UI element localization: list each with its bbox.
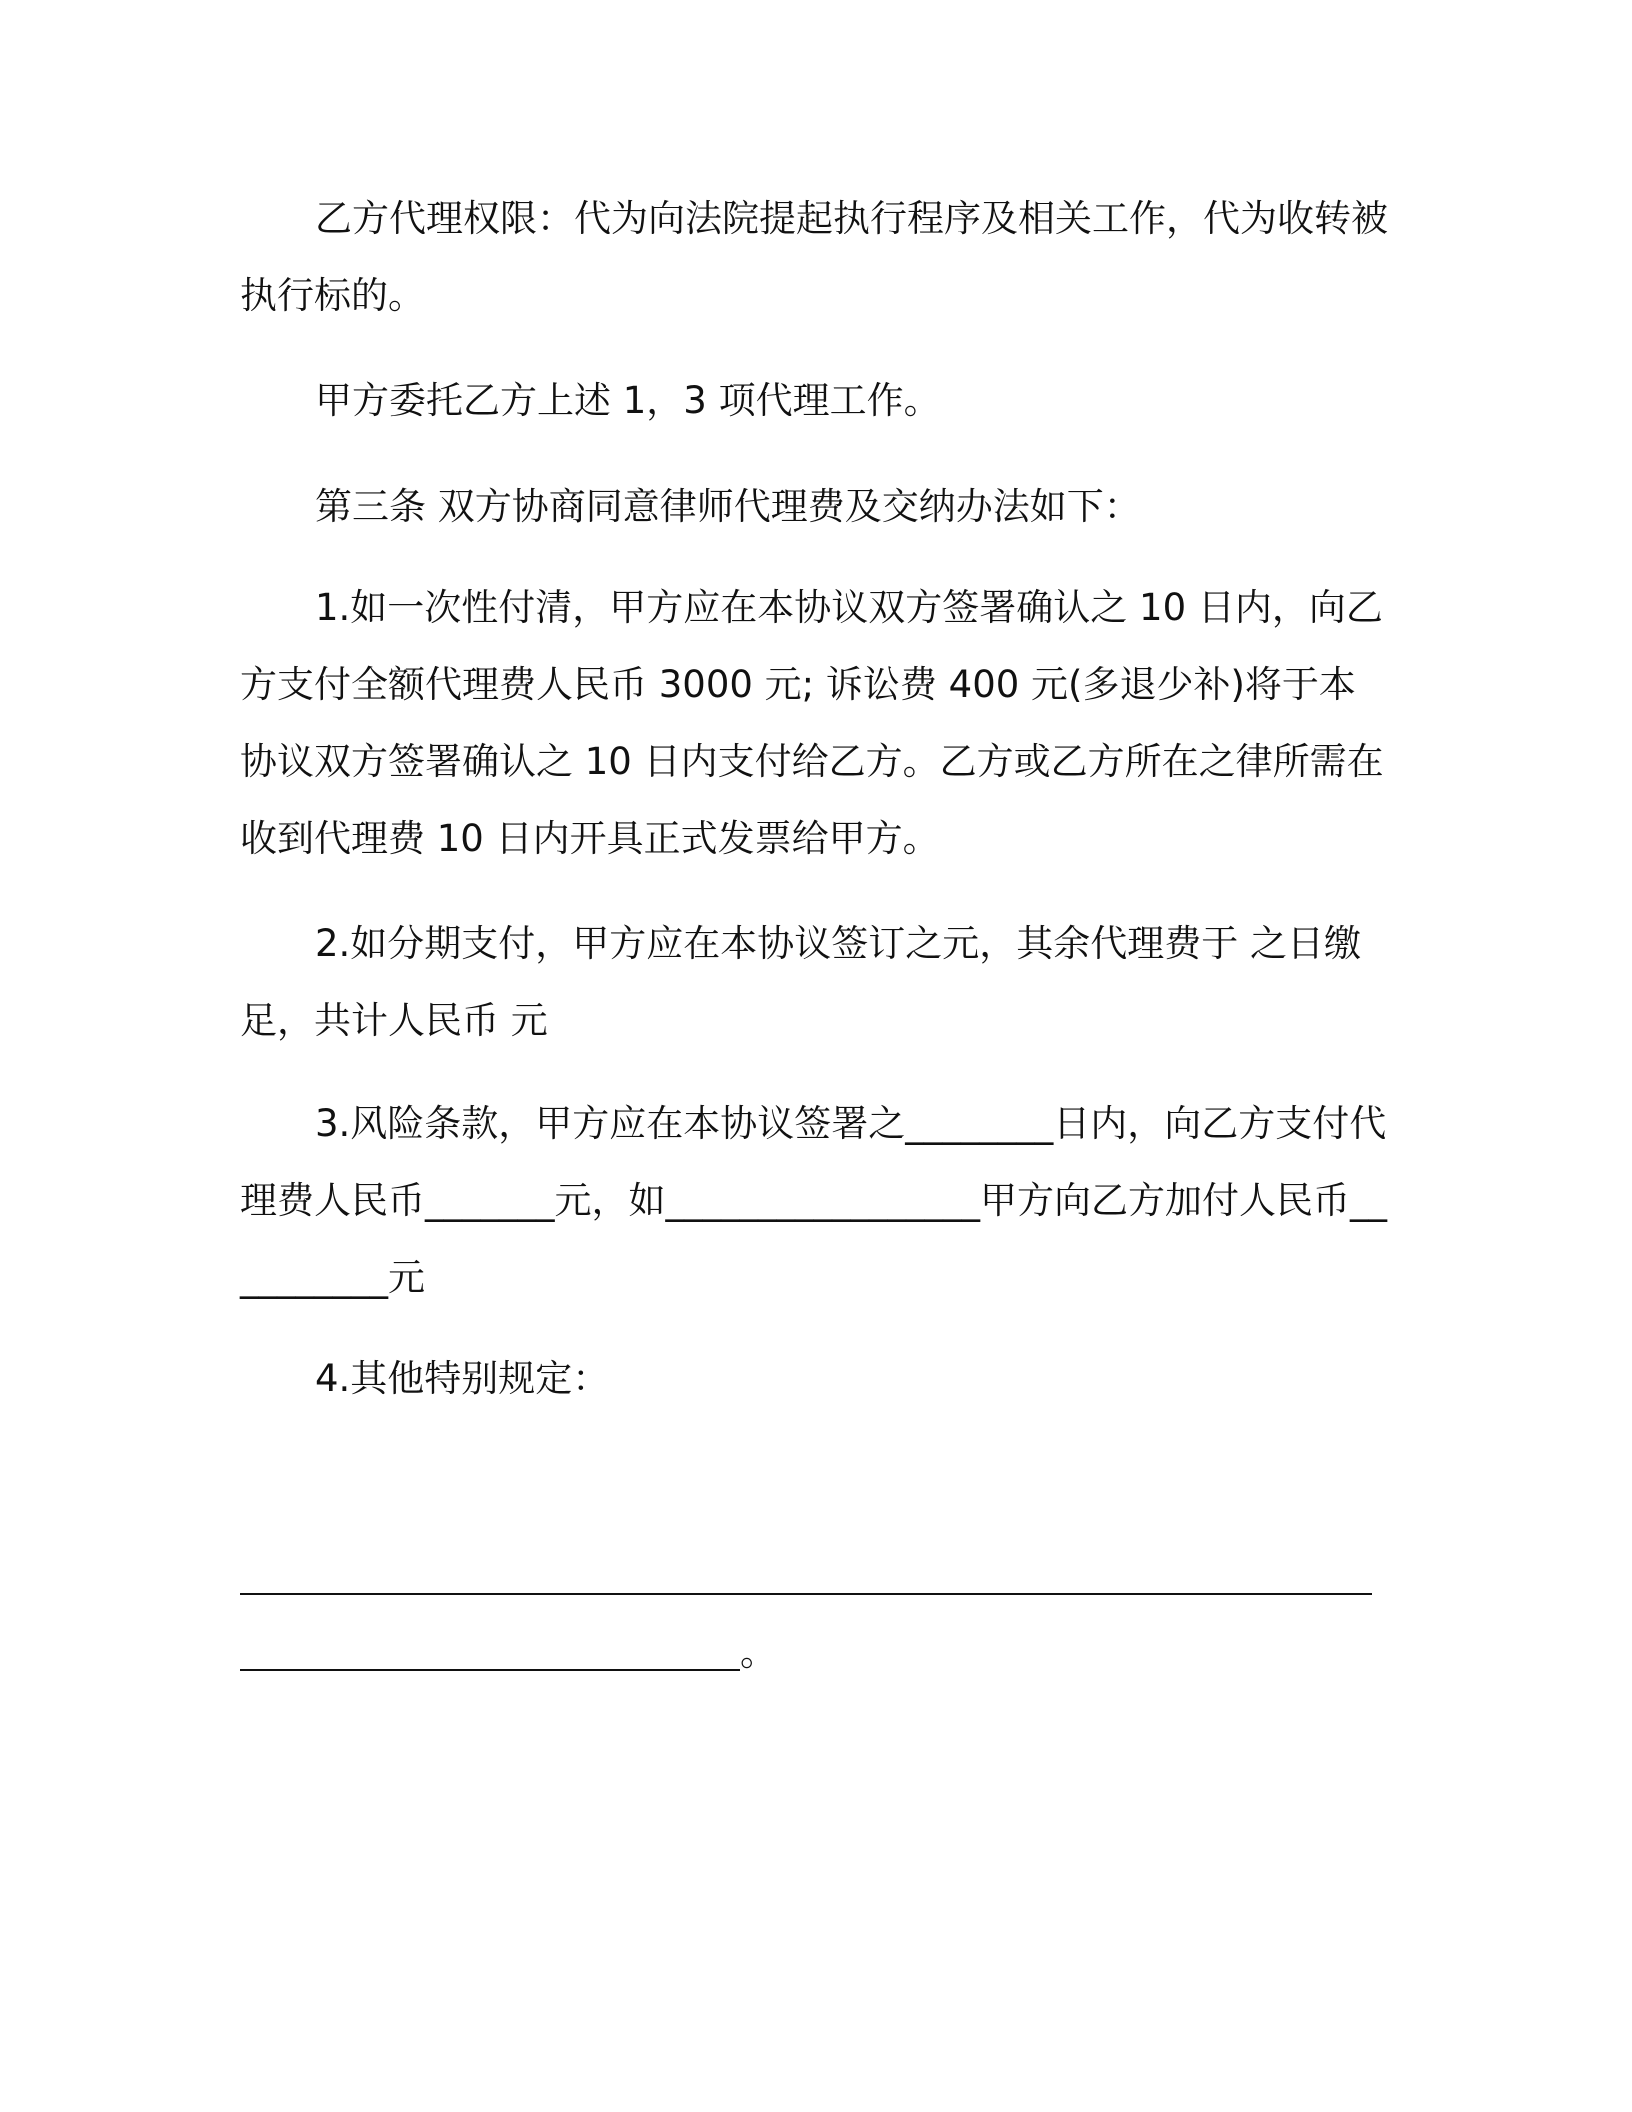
blank-fill-line-1 xyxy=(240,1538,1372,1615)
other-provisions-heading: 4.其他特别规定： xyxy=(315,1357,610,1400)
blank-fill-line-2 xyxy=(240,1614,777,1691)
article-three-heading: 第三条 双方协商同意律师代理费及交纳办法如下： xyxy=(315,485,1141,528)
agent-authority-paragraph: 乙方代理权限：代为向法院提起执行程序及相关工作，代为收转被执行标的。 xyxy=(240,197,1388,317)
lump-sum-payment-clause: 1.如一次性付清，甲方应在本协议双方签署确认之 10 日内，向乙方支付全额代理费人民币 3000 元; 诉讼费 400 元(多退少补)将于本协议双方签署确认之 10 日内支付给乙方。乙方或乙方所在之律所需在收到代理费 10 日内开具正式发票给甲方。 xyxy=(240,586,1384,860)
closing-period: 。 xyxy=(740,1631,777,1674)
underline-rule xyxy=(240,1668,740,1671)
entrusted-items-paragraph: 甲方委托乙方上述 1，3 项代理工作。 xyxy=(315,379,941,422)
risk-clause: 3.风险条款，甲方应在本协议签署之________日内，向乙方支付代理费人民币_______元，如_________________甲方向乙方加付人民币__________元 xyxy=(240,1102,1387,1299)
underline-rule xyxy=(240,1592,1372,1595)
installment-payment-clause: 2.如分期支付，甲方应在本协议签订之元，其余代理费于 之日缴足，共计人民币 元 xyxy=(240,922,1362,1042)
